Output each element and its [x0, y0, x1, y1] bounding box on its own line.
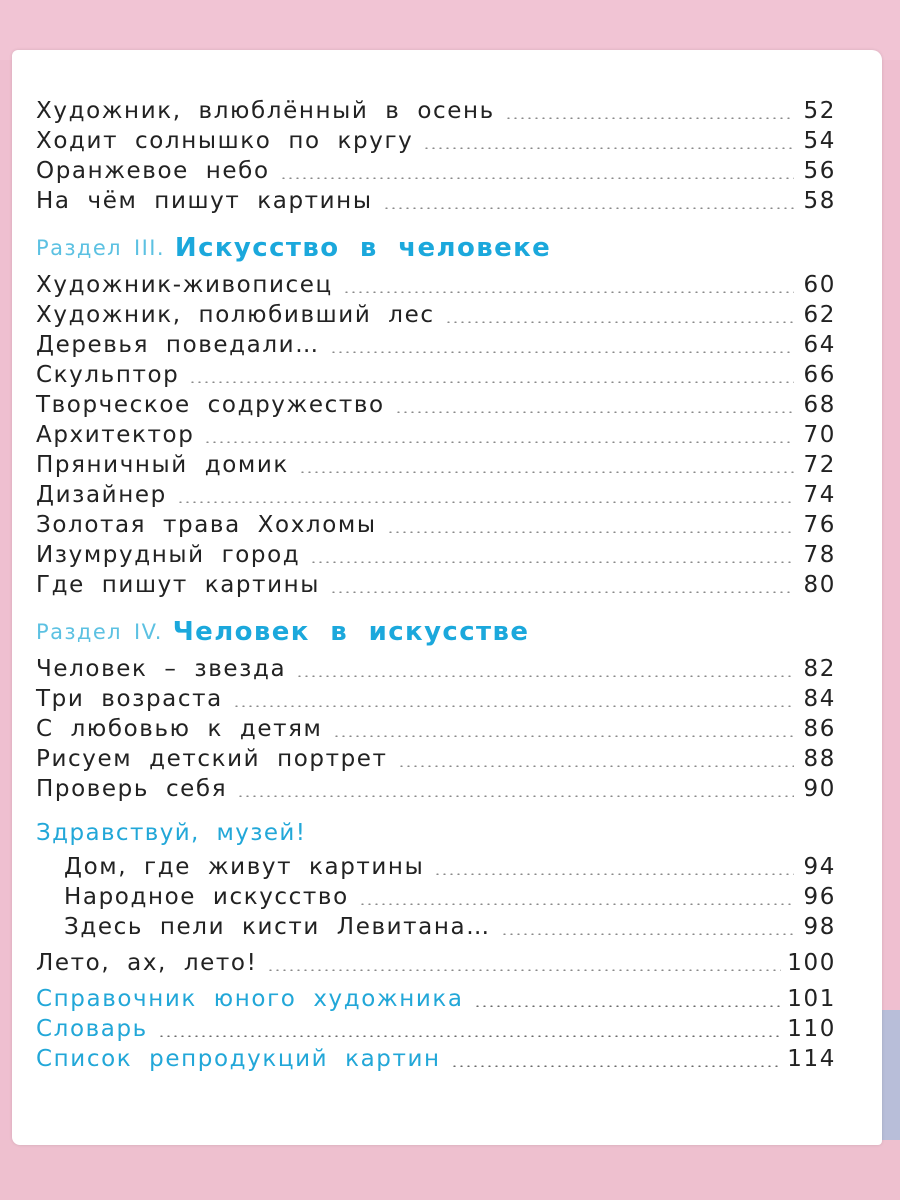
dot-leader — [296, 675, 794, 677]
dot-leader — [505, 117, 794, 119]
entry-page: 88 — [803, 746, 836, 772]
entry-title: Здесь пели кисти Левитана… — [64, 914, 491, 940]
entry-title: Художник-живописец — [36, 272, 333, 298]
dot-leader — [299, 471, 794, 473]
toc-entry — [36, 422, 836, 452]
entry-page: 70 — [803, 422, 836, 448]
entry-page: 54 — [803, 128, 836, 154]
entry-title: Дизайнер — [36, 482, 167, 508]
entry-title: Пряничный домик — [36, 452, 289, 478]
backdrop-bottom — [0, 1140, 900, 1200]
entry-title: Художник, полюбивший лес — [36, 302, 435, 328]
dot-leader — [333, 735, 794, 737]
toc-entry-appendix — [36, 986, 836, 1016]
entry-page: 96 — [803, 884, 836, 910]
dot-leader — [237, 795, 794, 797]
entry-title: Словарь — [36, 1016, 148, 1042]
section-name: Человек в искусстве — [172, 617, 530, 647]
section-heading-3 — [36, 228, 836, 268]
toc-entry — [36, 272, 836, 302]
entry-title: Оранжевое небо — [36, 158, 270, 184]
dot-leader — [445, 321, 794, 323]
entry-title: Ходит солнышко по кругу — [36, 128, 414, 154]
table-of-contents — [36, 98, 836, 1076]
dot-leader — [310, 561, 794, 563]
entry-page: 78 — [803, 542, 836, 568]
toc-entry — [36, 656, 836, 686]
entry-page: 72 — [803, 452, 836, 478]
entry-title: Деревья поведали… — [36, 332, 320, 358]
toc-entry-appendix — [36, 1016, 836, 1046]
entry-title: Справочник юного художника — [36, 986, 464, 1012]
dot-leader — [330, 591, 794, 593]
dot-leader — [501, 933, 794, 935]
toc-entry — [36, 950, 836, 980]
entry-page: 76 — [803, 512, 836, 538]
toc-entry — [36, 302, 836, 332]
section-name: Искусство в человеке — [174, 233, 552, 263]
entry-title: Народное искусство — [64, 884, 349, 910]
entry-page: 58 — [803, 188, 836, 214]
entry-title: Проверь себя — [36, 776, 228, 802]
toc-entry-appendix — [36, 1046, 836, 1076]
entry-title: Творческое содружество — [36, 392, 385, 418]
toc-entry — [36, 98, 836, 128]
entry-page: 98 — [803, 914, 836, 940]
entry-page: 60 — [803, 272, 836, 298]
entry-title: Лето, ах, лето! — [36, 950, 258, 976]
dot-leader — [387, 531, 794, 533]
entry-title: Архитектор — [36, 422, 195, 448]
entry-title: На чём пишут картины — [36, 188, 373, 214]
toc-entry — [36, 542, 836, 572]
entry-page: 90 — [803, 776, 836, 802]
dot-leader — [398, 765, 794, 767]
dot-leader — [177, 501, 794, 503]
section-heading-4 — [36, 612, 836, 652]
toc-entry — [36, 572, 836, 602]
entry-page: 52 — [803, 98, 836, 124]
entry-page: 68 — [803, 392, 836, 418]
toc-entry — [36, 332, 836, 362]
dot-leader — [359, 903, 794, 905]
entry-title: Скульптор — [36, 362, 180, 388]
toc-entry — [36, 686, 836, 716]
museum-heading: Здравствуй, музей! — [36, 820, 307, 846]
entry-title: С любовью к детям — [36, 716, 323, 742]
dot-leader — [189, 381, 794, 383]
entry-page: 100 — [787, 950, 836, 976]
toc-entry — [36, 482, 836, 512]
entry-page: 64 — [803, 332, 836, 358]
entry-title: Список репродукций картин — [36, 1046, 441, 1072]
dot-leader — [267, 969, 781, 971]
entry-page: 66 — [803, 362, 836, 388]
entry-page: 56 — [803, 158, 836, 184]
dot-leader — [451, 1065, 782, 1067]
entry-title: Рисуем детский портрет — [36, 746, 388, 772]
entry-page: 80 — [803, 572, 836, 598]
dot-leader — [280, 177, 794, 179]
dot-leader — [474, 1005, 782, 1007]
section-label: Раздел IV. — [36, 620, 163, 644]
entry-page: 84 — [803, 686, 836, 712]
toc-entry — [36, 914, 836, 944]
entry-title: Художник, влюблённый в осень — [36, 98, 495, 124]
toc-entry — [36, 854, 836, 884]
entry-title: Изумрудный город — [36, 542, 301, 568]
dot-leader — [343, 291, 794, 293]
toc-entry — [36, 746, 836, 776]
entry-page: 62 — [803, 302, 836, 328]
toc-entry — [36, 512, 836, 542]
entry-page: 82 — [803, 656, 836, 682]
dot-leader — [158, 1035, 781, 1037]
dot-leader — [204, 441, 794, 443]
toc-entry — [36, 128, 836, 158]
entry-page: 110 — [787, 1016, 836, 1042]
toc-entry — [36, 362, 836, 392]
entry-page: 74 — [803, 482, 836, 508]
dot-leader — [383, 207, 794, 209]
entry-page: 101 — [787, 986, 836, 1012]
toc-entry — [36, 392, 836, 422]
toc-entry — [36, 188, 836, 218]
entry-page: 94 — [803, 854, 836, 880]
toc-entry — [36, 716, 836, 746]
dot-leader — [233, 705, 794, 707]
toc-entry — [36, 884, 836, 914]
toc-entry — [36, 452, 836, 482]
section-label: Раздел III. — [36, 236, 165, 260]
entry-title: Где пишут картины — [36, 572, 321, 598]
dot-leader — [434, 873, 794, 875]
entry-page: 86 — [803, 716, 836, 742]
dot-leader — [330, 351, 794, 353]
entry-title: Дом, где живут картины — [64, 854, 425, 880]
entry-title: Золотая трава Хохломы — [36, 512, 377, 538]
dot-leader — [395, 411, 794, 413]
toc-entry — [36, 158, 836, 188]
toc-entry — [36, 776, 836, 806]
entry-title: Три возраста — [36, 686, 223, 712]
entry-title: Человек – звезда — [36, 656, 287, 682]
entry-page: 114 — [787, 1046, 836, 1072]
dot-leader — [423, 147, 794, 149]
